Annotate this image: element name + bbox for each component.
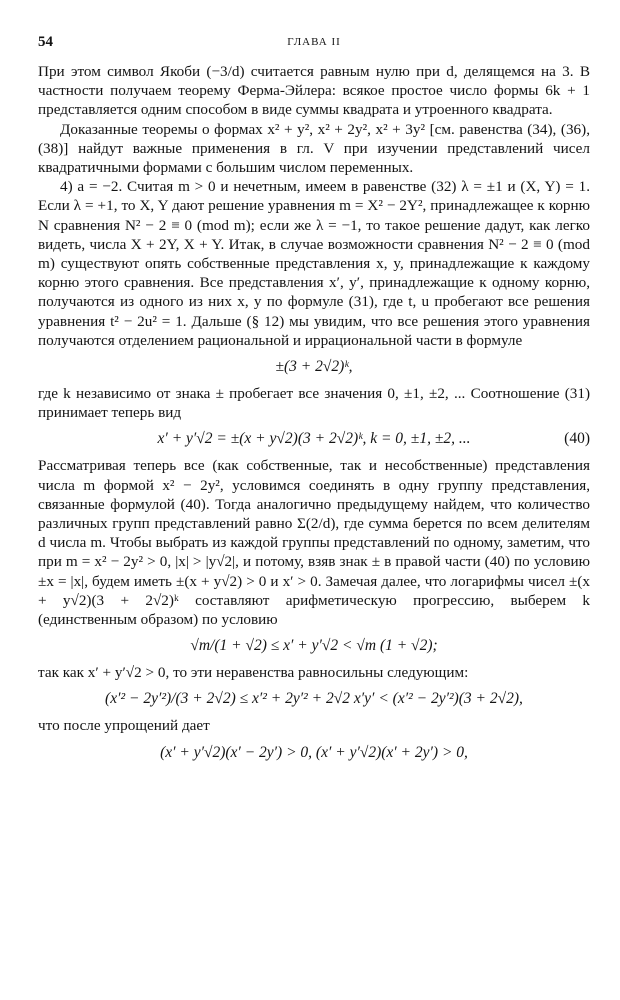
chapter-title: ГЛАВА II — [287, 36, 341, 48]
formula-power: ±(3 + 2√2)ᵏ, — [275, 358, 353, 376]
formula-inequality: (x′² − 2y′²)/(3 + 2√2) ≤ x′² + 2y′² + 2√2 x′y′ < (x′² − 2y′²)(3 + 2√2), — [105, 690, 523, 708]
page-number: 54 — [38, 34, 53, 50]
formula-result: (x′ + y′√2)(x′ − 2y′) > 0, (x′ + y′√2)(x′ + 2y′) > 0, — [160, 743, 468, 761]
paragraph-groups: Рассматривая теперь все (как собственные, так и несобственные) представления числа m формой x² − 2y², условимся соединять в одну группу представления, связанные формулой (40). Тогда аналогично предыдущему найдем, что количество различных групп представлений равно Σ(2/d), где сумма берется по всем делителям d числа m. Чтобы выбрать из каждой группы представлений по одному, заметим, что при m = x² − 2y² > 0, |x| > |y√2|, и потому, взяв знак ± в правой части (40) по условию ±x = |x|, будем иметь ±(x + y√2) > 0 и x′ > 0. Замечая далее, что логарифмы чисел ±(x + y√2)(3 + 2√2)ᵏ составляют арифметическую прогрессию, выберем k (единственным образом) по условию — [38, 457, 590, 629]
formula-40 — [38, 430, 590, 448]
paragraph-case-4: 4) a = −2. Считая m > 0 и нечетным, имеем в равенстве (32) λ = ±1 и (X, Y) = 1. Если λ = +1, то X, Y дают решение уравнения m = X² − 2Y², принадлежащее к корню N сравнения N² − 2 ≡ 0 (mod m); если же λ = −1, то такое решение дадут, как легко видеть, числа X + 2Y, X + Y. Итак, в случае возможности сравнения N² − 2 ≡ 0 (mod m) существуют опять собственные представления x, y, принадлежащие к каждому корню этого сравнения. Все представления x′, y′, принадлежащие к одному корню, получаются из одного из них x, y по формуле (31), где t, u пробегают все решения уравнения t² − 2u² = 1. Дальше (§ 12) мы увидим, что все решения этого уравнения получаются отделением рациональной и иррациональной части в формуле — [38, 178, 590, 349]
book-page — [38, 34, 590, 770]
paragraph-jacobi: При этом символ Якоби (−3/d) считается равным нулю при d, делящемся на 3. В частности получаем теорему Ферма-Эйлера: всякое простое число формы 6k + 1 представляется одним способом в виде суммы квадрата и утроенного квадрата. — [38, 63, 590, 119]
paragraph-equivalent: так как x′ + y′√2 > 0, то эти неравенства равносильны следующим: — [38, 664, 469, 682]
paragraph-simplified: что после упрощений дает — [38, 717, 210, 735]
formula-condition: √m/(1 + √2) ≤ x′ + y′√2 < √m (1 + √2); — [190, 637, 438, 655]
page-header — [38, 34, 590, 56]
paragraph-theorems: Доказанные теоремы о формах x² + y², x² + 2y², x² + 3y² [см. равенства (34), (36), (38)] найдут важные применения в гл. V при изучении представлений чисел квадратичными формами с большим числом переменных. — [38, 120, 590, 177]
paragraph-k-values: где k независимо от знака ± пробегает все значения 0, ±1, ±2, ... Соотношение (31) принимает теперь вид — [38, 385, 590, 422]
formula-40-body: x′ + y′√2 = ±(x + y√2)(3 + 2√2)ᵏ, k = 0, ±1, ±2, ... — [157, 430, 471, 448]
formula-40-tag: (40) — [564, 430, 590, 448]
